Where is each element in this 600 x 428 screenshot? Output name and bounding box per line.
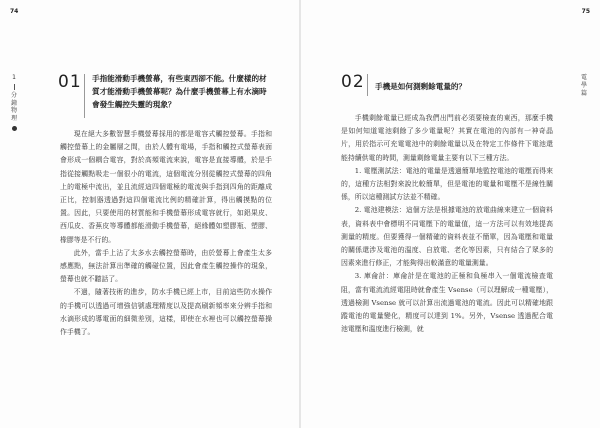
page-number: 75 [581, 8, 590, 15]
question-number: 02 [341, 72, 365, 92]
right-page [301, 0, 600, 428]
paragraph: 此外，當手上沾了太多水去觸控螢幕時，由於螢幕上會產生太多感應點，無法計算出準確的觸碰位置，因此會產生觸控操作的現象，螢幕也就不聽話了。 [60, 248, 272, 284]
running-head-char: 學 [580, 81, 587, 89]
paragraph: 手機剩餘電量已經成為我們出門前必須要檢查的東西，那麼手機是如何知道電池剩餘了多少電量呢？其實在電池的內部有一神奇晶片，用於指示可充電電池中的剩餘電量以及在特定工作條件下電池還能持續供電的時間，測量剩餘電量主要有以下三種方法。 [341, 114, 553, 162]
question-number: 01 [58, 72, 82, 92]
page-number: 74 [10, 8, 19, 15]
question-divider [367, 74, 368, 96]
paragraph: 3. 庫侖計：庫侖計是在電池的正極和負極串入一個電流檢查電阻，當有電流流經電阻時就會產生 Vsense（可以理解成一種電壓），透過檢測 Vsense 就可以計算出流過電池的電流。因此可以精確地跟蹤電池的電量變化，精度可以達到 1%。另外，Vsense 透過配合電池電壓和溫度進行檢測，就 [341, 272, 553, 334]
left-page [0, 0, 299, 428]
running-head-char: 1 [12, 74, 16, 81]
running-head-char: 物 [10, 107, 17, 115]
running-head-char: 電 [580, 74, 587, 81]
question-title: 手機是如何測剩餘電量的？ [375, 82, 467, 91]
paragraph: 現在絕大多數智慧手機螢幕採用的都是電容式觸控螢幕。手指和觸控螢幕上的金屬層之間，由於人體有電場，手指和觸控式螢幕表面會形成一個耦合電容，對於高頻電流來說，電容是直接導體，於是手指從接觸點吸走一個很小的電流，這個電流分別從觸控式螢幕的四角上的電極中流出，並且流經這四個電極的電流與手指到四角的距離成正比，控制器透過對這四個電流比例的精確計算，得出觸摸點的位置。因此，只要使用的材質能和手機螢幕形成電容就行，如鋁果皮、西瓜皮、香蕉皮等導體都能滑動手機螢幕，絕緣體如塑膠瓶、塑膠、橡膠等是不行的。 [60, 130, 272, 244]
question-divider [84, 74, 85, 118]
article-body [341, 112, 553, 336]
paragraph: 2. 電池建模法：這個方法是根據電池的放電曲線來建立一個資料表，資料表中會標明不同電壓下的電量值，這一方法可以有效地提高測量的精度。但要獲得一個精確的資料表並不簡單，因為電壓和電量的關係還涉及電池的溫度、自放電、老化等因素，只有結合了眾多的因素來進行修正，才能夠得出較滿意的電量測量。 [341, 206, 553, 268]
running-head-char: 分 [10, 91, 17, 99]
paragraph: 1. 電壓測試法：電池的電量是透過簡單地監控電池的電壓而得來的，這種方法相對來說比較簡單，但是電池的電量和電壓不是線性關係，所以這種測試方法並不精確。 [341, 166, 553, 202]
article-body [60, 128, 272, 339]
paragraph: 不過，隨著技術的進步，防水手機已經上市，目前這些防水操作的手機可以透過可增強信號處理精度以及提高刷新頻率來分辨手指和水滴形成的導電面的細微差別，這樣，即使在水裡也可以觸控螢幕操作手機了。 [60, 288, 272, 337]
section-dot-icon [12, 126, 17, 131]
running-head [10, 74, 18, 131]
running-head [580, 74, 588, 97]
running-head-char: 理 [10, 115, 17, 123]
running-head-char: 鐘 [10, 99, 17, 107]
running-head-char: 篇 [580, 89, 587, 97]
question-title: 手指能滑動手機螢幕，有些東西卻不能。什麼樣的材質才能滑動手機螢幕呢？為什麼手機螢幕上有水滴時會發生觸控失靈的現象？ [92, 74, 267, 109]
running-head-rule [14, 84, 15, 90]
